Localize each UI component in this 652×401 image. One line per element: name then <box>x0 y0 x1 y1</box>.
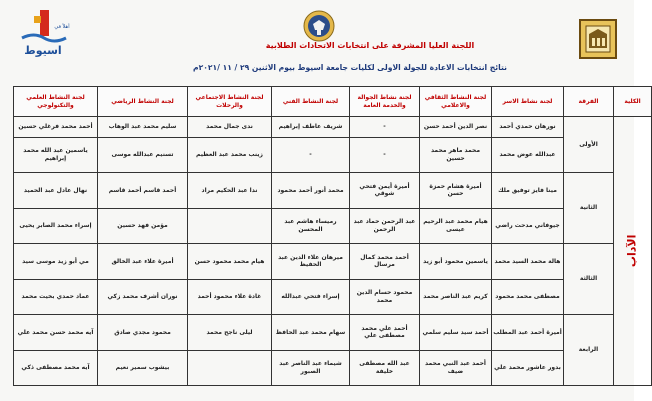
table-row <box>14 315 652 350</box>
cell-cultural: أحمد عبد النبي محمد ضيف <box>420 350 492 386</box>
table-row <box>14 117 652 138</box>
cell-science: نهال عادل عبد الحميد <box>14 173 98 208</box>
cell-social: ندى جمال محمد <box>188 117 272 138</box>
college-cell <box>614 117 652 386</box>
cell-scouts: أحمد محمد كمال مرسال <box>350 244 420 279</box>
cell-cultural: نصر الدين أحمد حسن <box>420 117 492 138</box>
logo-text: اسيوط <box>24 44 62 57</box>
cell-family: بدور عاشور محمد علي <box>492 350 564 386</box>
cell-family: نورهان حمدي أحمد <box>492 117 564 138</box>
header-year: الفرقة <box>564 87 614 117</box>
header-art: لجنة النشاط الفني <box>272 87 350 117</box>
logo-subtext: أهلاً في <box>54 24 70 30</box>
header-college: الكلية <box>614 87 652 117</box>
year-cell: الأولى <box>564 117 614 173</box>
cell-social <box>188 208 272 243</box>
cell-art: شيماء عبد الناصر عبد الصبور <box>272 350 350 386</box>
cell-social <box>188 350 272 386</box>
year-cell: الثالثة <box>564 244 614 315</box>
results-table <box>13 86 652 386</box>
table-row <box>14 279 652 314</box>
assiut-logo-left <box>14 8 72 56</box>
cell-sports: بيشوب سمير نعيم <box>98 350 188 386</box>
header-science: لجنة النشاط العلمي والتكنولوجي <box>14 87 98 117</box>
cell-science: عماد حمدي بخيت محمد <box>14 279 98 314</box>
page-subtitle: نتائج انتخابات الاعادة للجولة الاولى لكليات جامعة اسيوط بيوم الاثنين ٢٩ / ١١ /٢٠٢١م <box>193 63 507 72</box>
cell-social: زينب محمد عبد العظيم <box>188 137 272 172</box>
cell-art: رميساء هاشم عبد المحسن <box>272 208 350 243</box>
university-logo-right <box>578 18 618 60</box>
cell-family: مينا فايز توفيق ملك <box>492 173 564 208</box>
table-row <box>14 173 652 208</box>
cell-sports: نوران أشرف محمد زكي <box>98 279 188 314</box>
cell-family: عبدالله عوض محمد <box>492 137 564 172</box>
cell-art: شريف عاطف إبراهيم <box>272 117 350 138</box>
cell-art: ميرهان علاء الدين عبد الحفيظ <box>272 244 350 279</box>
cell-scouts: محمود حسام الدين محمد <box>350 279 420 314</box>
cell-social: هيام محمد محمود حسن <box>188 244 272 279</box>
cell-family: أميرة أحمد عبد المطلب <box>492 315 564 350</box>
year-cell: الرابعة <box>564 315 614 386</box>
cell-cultural: هيام محمد عبد الرحيم عيسى <box>420 208 492 243</box>
cell-science: ياسمين عبد الله محمد إبراهيم <box>14 137 98 172</box>
cell-science: مي أبو زيد موسى سيد <box>14 244 98 279</box>
table-header-row <box>14 87 652 117</box>
cell-scouts: أحمد علي محمد مصطفى علي <box>350 315 420 350</box>
table-row <box>14 208 652 243</box>
year-cell: الثانية <box>564 173 614 244</box>
cell-scouts: أميرة أيمن فتحي شوقي <box>350 173 420 208</box>
cell-scouts: - <box>350 137 420 172</box>
cell-sports: تسنيم عبدالله موسى <box>98 137 188 172</box>
table-row <box>14 350 652 386</box>
cell-science: أحمد محمد فرغلي حسين <box>14 117 98 138</box>
cell-family: هالة محمد السيد محمد <box>492 244 564 279</box>
page-title: اللجنة العليا المشرفة على انتخابات الاتحادات الطلابية <box>265 41 475 50</box>
table-row <box>14 244 652 279</box>
header-sports: لجنة النشاط الرياضي <box>98 87 188 117</box>
cell-scouts: عبد الله مصطفى خليفة <box>350 350 420 386</box>
cell-cultural: أميرة هشام حمزة حسن <box>420 173 492 208</box>
cell-art: سهام محمد عبد الحافظ <box>272 315 350 350</box>
cell-family: جيوفاني مدحت راضي <box>492 208 564 243</box>
cell-art: محمد أنور أحمد محمود <box>272 173 350 208</box>
cell-cultural: ياسمين محمود أبو زيد <box>420 244 492 279</box>
header-social: لجنة النشاط الاجتماعي والرحلات <box>188 87 272 117</box>
header-family: لجنة نشاط الاسر <box>492 87 564 117</box>
cell-cultural: كريم عبد الناصر محمد <box>420 279 492 314</box>
cell-sports: أحمد قاسم أحمد قاسم <box>98 173 188 208</box>
cell-scouts: عبد الرحمن حماد عبد الرحمن <box>350 208 420 243</box>
cell-social: ندا عبد الحكيم مراد <box>188 173 272 208</box>
header-scouts: لجنة نشاط الجوالة والخدمة العامة <box>350 87 420 117</box>
cell-sports: أميرة علاء عبد الخالق <box>98 244 188 279</box>
cell-science: آيه محمد مصطفى ذكي <box>14 350 98 386</box>
cell-science: آيه محمد حسن محمد علي <box>14 315 98 350</box>
cell-family: مصطفى محمد محمود <box>492 279 564 314</box>
cell-science: إسراء محمد الصابر يحيى <box>14 208 98 243</box>
cell-social: ليلى ناجح محمد <box>188 315 272 350</box>
cell-social: غادة علاء محمود أحمد <box>188 279 272 314</box>
table-row <box>14 137 652 172</box>
cell-cultural: محمد ماهر محمد حسين <box>420 137 492 172</box>
header-cultural: لجنة النشاط الثقافي والاعلامي <box>420 87 492 117</box>
cell-cultural: أحمد سيد سليم سلمي <box>420 315 492 350</box>
cell-scouts: - <box>350 117 420 138</box>
cell-sports: محمود مجدي صادق <box>98 315 188 350</box>
college-name: الآداب <box>625 234 639 268</box>
cell-sports: سليم محمد عبد الوهاب <box>98 117 188 138</box>
cell-art: - <box>272 137 350 172</box>
cell-sports: مؤمن فهد حسين <box>98 208 188 243</box>
elections-emblem <box>303 10 335 42</box>
cell-art: إسراء فتحي عبدالله <box>272 279 350 314</box>
